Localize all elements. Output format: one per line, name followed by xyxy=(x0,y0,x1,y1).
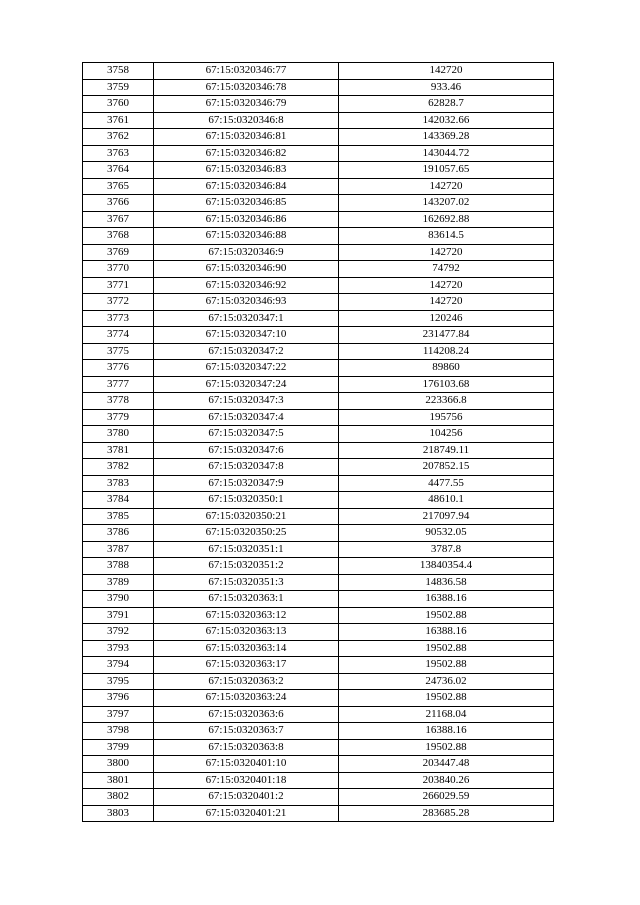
cadastral-number-cell: 67:15:0320347:2 xyxy=(154,343,339,360)
table-row xyxy=(83,756,554,773)
row-number-cell: 3758 xyxy=(83,63,154,80)
cadastral-number-cell: 67:15:0320401:21 xyxy=(154,805,339,822)
value-cell: 21168.04 xyxy=(339,706,554,723)
value-cell: 142720 xyxy=(339,63,554,80)
cadastral-number-cell: 67:15:0320347:5 xyxy=(154,426,339,443)
cadastral-number-cell: 67:15:0320401:2 xyxy=(154,789,339,806)
row-number-cell: 3770 xyxy=(83,261,154,278)
value-cell: 74792 xyxy=(339,261,554,278)
table-row xyxy=(83,376,554,393)
cadastral-number-cell: 67:15:0320346:93 xyxy=(154,294,339,311)
value-cell: 203447.48 xyxy=(339,756,554,773)
value-cell: 19502.88 xyxy=(339,607,554,624)
cadastral-number-cell: 67:15:0320347:22 xyxy=(154,360,339,377)
cadastral-number-cell: 67:15:0320401:10 xyxy=(154,756,339,773)
row-number-cell: 3777 xyxy=(83,376,154,393)
value-cell: 231477.84 xyxy=(339,327,554,344)
cadastral-number-cell: 67:15:0320346:82 xyxy=(154,145,339,162)
row-number-cell: 3784 xyxy=(83,492,154,509)
value-cell: 83614.5 xyxy=(339,228,554,245)
row-number-cell: 3783 xyxy=(83,475,154,492)
table-row xyxy=(83,525,554,542)
cadastral-number-cell: 67:15:0320347:1 xyxy=(154,310,339,327)
row-number-cell: 3790 xyxy=(83,591,154,608)
row-number-cell: 3776 xyxy=(83,360,154,377)
cadastral-number-cell: 67:15:0320346:78 xyxy=(154,79,339,96)
row-number-cell: 3763 xyxy=(83,145,154,162)
cadastral-number-cell: 67:15:0320351:1 xyxy=(154,541,339,558)
row-number-cell: 3787 xyxy=(83,541,154,558)
table-row xyxy=(83,310,554,327)
table-row xyxy=(83,607,554,624)
value-cell: 283685.28 xyxy=(339,805,554,822)
cadastral-number-cell: 67:15:0320346:90 xyxy=(154,261,339,278)
row-number-cell: 3793 xyxy=(83,640,154,657)
value-cell: 162692.88 xyxy=(339,211,554,228)
value-cell: 217097.94 xyxy=(339,508,554,525)
value-cell: 3787.8 xyxy=(339,541,554,558)
value-cell: 218749.11 xyxy=(339,442,554,459)
value-cell: 195756 xyxy=(339,409,554,426)
value-cell: 120246 xyxy=(339,310,554,327)
cadastral-number-cell: 67:15:0320363:12 xyxy=(154,607,339,624)
cadastral-number-cell: 67:15:0320363:1 xyxy=(154,591,339,608)
row-number-cell: 3771 xyxy=(83,277,154,294)
cadastral-number-cell: 67:15:0320363:7 xyxy=(154,723,339,740)
row-number-cell: 3786 xyxy=(83,525,154,542)
value-cell: 142720 xyxy=(339,294,554,311)
table-row xyxy=(83,459,554,476)
cadastral-number-cell: 67:15:0320346:9 xyxy=(154,244,339,261)
table-row xyxy=(83,591,554,608)
table-row xyxy=(83,79,554,96)
table-row xyxy=(83,195,554,212)
table-row xyxy=(83,162,554,179)
row-number-cell: 3774 xyxy=(83,327,154,344)
table-row xyxy=(83,228,554,245)
row-number-cell: 3775 xyxy=(83,343,154,360)
cadastral-number-cell: 67:15:0320347:24 xyxy=(154,376,339,393)
row-number-cell: 3798 xyxy=(83,723,154,740)
cadastral-number-cell: 67:15:0320363:8 xyxy=(154,739,339,756)
table-row xyxy=(83,805,554,822)
value-cell: 142032.66 xyxy=(339,112,554,129)
cadastral-number-cell: 67:15:0320346:84 xyxy=(154,178,339,195)
row-number-cell: 3766 xyxy=(83,195,154,212)
value-cell: 223366.8 xyxy=(339,393,554,410)
table-row xyxy=(83,343,554,360)
value-cell: 104256 xyxy=(339,426,554,443)
row-number-cell: 3762 xyxy=(83,129,154,146)
value-cell: 89860 xyxy=(339,360,554,377)
row-number-cell: 3795 xyxy=(83,673,154,690)
table-row xyxy=(83,789,554,806)
cadastral-number-cell: 67:15:0320346:85 xyxy=(154,195,339,212)
row-number-cell: 3780 xyxy=(83,426,154,443)
cadastral-number-cell: 67:15:0320346:8 xyxy=(154,112,339,129)
table-row xyxy=(83,294,554,311)
table-row xyxy=(83,492,554,509)
cadastral-number-cell: 67:15:0320363:17 xyxy=(154,657,339,674)
row-number-cell: 3759 xyxy=(83,79,154,96)
value-cell: 933.46 xyxy=(339,79,554,96)
cadastral-number-cell: 67:15:0320346:83 xyxy=(154,162,339,179)
row-number-cell: 3781 xyxy=(83,442,154,459)
cadastral-number-cell: 67:15:0320347:6 xyxy=(154,442,339,459)
cadastral-number-cell: 67:15:0320347:4 xyxy=(154,409,339,426)
value-cell: 16388.16 xyxy=(339,723,554,740)
cadastral-number-cell: 67:15:0320350:1 xyxy=(154,492,339,509)
row-number-cell: 3760 xyxy=(83,96,154,113)
cadastral-number-cell: 67:15:0320350:21 xyxy=(154,508,339,525)
row-number-cell: 3778 xyxy=(83,393,154,410)
value-cell: 114208.24 xyxy=(339,343,554,360)
row-number-cell: 3772 xyxy=(83,294,154,311)
row-number-cell: 3796 xyxy=(83,690,154,707)
cadastral-number-cell: 67:15:0320346:77 xyxy=(154,63,339,80)
table-row xyxy=(83,558,554,575)
table-row xyxy=(83,739,554,756)
value-cell: 48610.1 xyxy=(339,492,554,509)
value-cell: 24736.02 xyxy=(339,673,554,690)
row-number-cell: 3801 xyxy=(83,772,154,789)
table-row xyxy=(83,690,554,707)
row-number-cell: 3803 xyxy=(83,805,154,822)
cadastral-number-cell: 67:15:0320350:25 xyxy=(154,525,339,542)
row-number-cell: 3768 xyxy=(83,228,154,245)
table-row xyxy=(83,657,554,674)
row-number-cell: 3767 xyxy=(83,211,154,228)
row-number-cell: 3791 xyxy=(83,607,154,624)
table-row xyxy=(83,327,554,344)
row-number-cell: 3782 xyxy=(83,459,154,476)
value-cell: 207852.15 xyxy=(339,459,554,476)
cadastral-number-cell: 67:15:0320363:6 xyxy=(154,706,339,723)
row-number-cell: 3773 xyxy=(83,310,154,327)
table-row xyxy=(83,96,554,113)
value-cell: 90532.05 xyxy=(339,525,554,542)
table-row xyxy=(83,129,554,146)
table-row xyxy=(83,277,554,294)
cadastral-number-cell: 67:15:0320346:79 xyxy=(154,96,339,113)
row-number-cell: 3764 xyxy=(83,162,154,179)
cadastral-number-cell: 67:15:0320347:10 xyxy=(154,327,339,344)
row-number-cell: 3794 xyxy=(83,657,154,674)
value-cell: 13840354.4 xyxy=(339,558,554,575)
value-cell: 142720 xyxy=(339,244,554,261)
value-cell: 143369.28 xyxy=(339,129,554,146)
table-row xyxy=(83,723,554,740)
cadastral-number-cell: 67:15:0320401:18 xyxy=(154,772,339,789)
table-row xyxy=(83,673,554,690)
cadastral-number-cell: 67:15:0320346:86 xyxy=(154,211,339,228)
cadastral-number-cell: 67:15:0320347:9 xyxy=(154,475,339,492)
value-cell: 19502.88 xyxy=(339,739,554,756)
value-cell: 14836.58 xyxy=(339,574,554,591)
row-number-cell: 3789 xyxy=(83,574,154,591)
table-row xyxy=(83,426,554,443)
row-number-cell: 3761 xyxy=(83,112,154,129)
cadastral-value-table xyxy=(82,62,554,822)
table-body xyxy=(83,63,554,822)
value-cell: 16388.16 xyxy=(339,591,554,608)
table-row xyxy=(83,409,554,426)
value-cell: 191057.65 xyxy=(339,162,554,179)
cadastral-number-cell: 67:15:0320346:88 xyxy=(154,228,339,245)
row-number-cell: 3792 xyxy=(83,624,154,641)
row-number-cell: 3802 xyxy=(83,789,154,806)
cadastral-number-cell: 67:15:0320347:3 xyxy=(154,393,339,410)
row-number-cell: 3799 xyxy=(83,739,154,756)
value-cell: 62828.7 xyxy=(339,96,554,113)
table-row xyxy=(83,574,554,591)
value-cell: 19502.88 xyxy=(339,657,554,674)
row-number-cell: 3779 xyxy=(83,409,154,426)
table-row xyxy=(83,211,554,228)
table-row xyxy=(83,112,554,129)
row-number-cell: 3765 xyxy=(83,178,154,195)
table-row xyxy=(83,475,554,492)
table-row xyxy=(83,63,554,80)
table-row xyxy=(83,178,554,195)
row-number-cell: 3769 xyxy=(83,244,154,261)
value-cell: 142720 xyxy=(339,178,554,195)
value-cell: 19502.88 xyxy=(339,690,554,707)
row-number-cell: 3785 xyxy=(83,508,154,525)
cadastral-number-cell: 67:15:0320346:92 xyxy=(154,277,339,294)
value-cell: 4477.55 xyxy=(339,475,554,492)
row-number-cell: 3788 xyxy=(83,558,154,575)
value-cell: 19502.88 xyxy=(339,640,554,657)
value-cell: 143044.72 xyxy=(339,145,554,162)
table-row xyxy=(83,442,554,459)
value-cell: 266029.59 xyxy=(339,789,554,806)
table-row xyxy=(83,393,554,410)
table-row xyxy=(83,261,554,278)
cadastral-number-cell: 67:15:0320363:13 xyxy=(154,624,339,641)
table-row xyxy=(83,640,554,657)
cadastral-number-cell: 67:15:0320363:14 xyxy=(154,640,339,657)
cadastral-number-cell: 67:15:0320351:3 xyxy=(154,574,339,591)
cadastral-number-cell: 67:15:0320351:2 xyxy=(154,558,339,575)
value-cell: 142720 xyxy=(339,277,554,294)
value-cell: 203840.26 xyxy=(339,772,554,789)
value-cell: 16388.16 xyxy=(339,624,554,641)
table-row xyxy=(83,508,554,525)
table-row xyxy=(83,145,554,162)
cadastral-number-cell: 67:15:0320347:8 xyxy=(154,459,339,476)
cadastral-number-cell: 67:15:0320346:81 xyxy=(154,129,339,146)
table-row xyxy=(83,360,554,377)
cadastral-number-cell: 67:15:0320363:2 xyxy=(154,673,339,690)
row-number-cell: 3797 xyxy=(83,706,154,723)
table-row xyxy=(83,541,554,558)
value-cell: 143207.02 xyxy=(339,195,554,212)
table-row xyxy=(83,244,554,261)
table-row xyxy=(83,706,554,723)
row-number-cell: 3800 xyxy=(83,756,154,773)
table-row xyxy=(83,624,554,641)
cadastral-number-cell: 67:15:0320363:24 xyxy=(154,690,339,707)
table-row xyxy=(83,772,554,789)
value-cell: 176103.68 xyxy=(339,376,554,393)
